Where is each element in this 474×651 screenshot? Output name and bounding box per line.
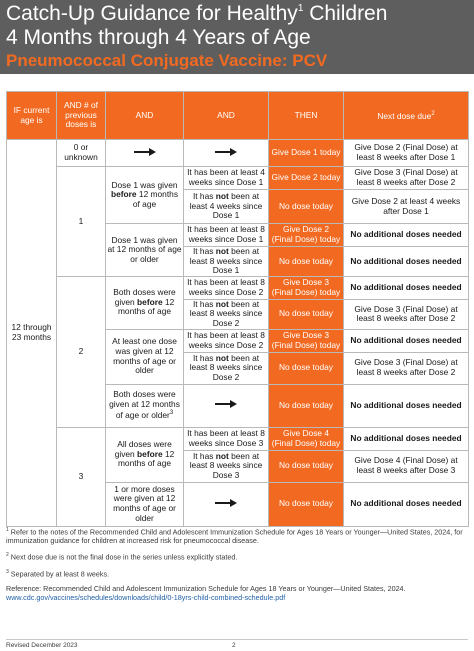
- and1-cell: All doses were given before 12 months of age: [106, 427, 184, 482]
- table-row: [7, 140, 469, 167]
- doses-cell: 0 or unknown: [57, 140, 106, 167]
- reference: Reference: Recommended Child and Adolescent Immunization Schedule for Ages 18 Years or Younger—United States, 2024. www.cdc.gov/vaccines/schedules/downloads/child/0-18yrs-child-combined-schedule.pdf: [6, 584, 406, 603]
- and2-cell: It has not been at least 8 weeks since Dose 2: [184, 299, 269, 329]
- table-row: [7, 167, 469, 190]
- next-cell: Give Dose 3 (Final Dose) at least 8 weeks after Dose 2: [344, 299, 469, 329]
- then-cell: Give Dose 3 (Final Dose) today: [269, 329, 344, 352]
- and2-cell: It has been at least 8 weeks since Dose 2: [184, 276, 269, 299]
- right-arrow-icon: [134, 147, 156, 157]
- col-header-age: IF current age is: [7, 92, 57, 140]
- page-title-line1: Catch-Up Guidance for Healthy$^1$ Children: [6, 2, 388, 25]
- reference-link[interactable]: www.cdc.gov/vaccines/schedules/downloads/child/0-18yrs-child-combined-schedule.pdf: [6, 593, 286, 603]
- and2-cell: [184, 482, 269, 526]
- and2-cell: It has been at least 8 weeks since Dose 3: [184, 427, 269, 450]
- and1-cell: Dose 1 was given before 12 months of age: [106, 167, 184, 224]
- and1-cell: 1 or more doses were given at 12 months of age or older: [106, 482, 184, 526]
- col-header-doses: AND # of previous doses is: [57, 92, 106, 140]
- next-cell: No additional doses needed: [344, 276, 469, 299]
- right-arrow-icon: [215, 147, 237, 157]
- next-cell: No additional doses needed: [344, 482, 469, 526]
- footnote-2: $^2$ Next dose due is not the final dose in the series unless explicitly stated.: [6, 552, 238, 562]
- page-header: [0, 0, 474, 74]
- next-cell: Give Dose 4 (Final Dose) at least 8 weeks after Dose 3: [344, 450, 469, 482]
- then-cell: No dose today: [269, 384, 344, 427]
- col-header-then: THEN: [269, 92, 344, 140]
- then-cell: Give Dose 2 (Final Dose) today: [269, 224, 344, 247]
- table-row: [7, 276, 469, 299]
- next-cell: No additional doses needed: [344, 384, 469, 427]
- next-cell: No additional doses needed: [344, 247, 469, 277]
- and2-cell: It has not been at least 8 weeks since Dose 2: [184, 352, 269, 384]
- then-cell: No dose today: [269, 482, 344, 526]
- then-cell: No dose today: [269, 247, 344, 277]
- next-cell: No additional doses needed: [344, 329, 469, 352]
- and2-cell: It has been at least 8 weeks since Dose 2: [184, 329, 269, 352]
- col-header-and1: AND: [106, 92, 184, 140]
- footnote-3: $^3$ Separated by at least 8 weeks.: [6, 568, 110, 579]
- doses-cell: 3: [57, 427, 106, 526]
- footer-divider: [6, 639, 468, 640]
- then-cell: No dose today: [269, 450, 344, 482]
- doses-cell: 2: [57, 276, 106, 427]
- table-header-row: [7, 92, 469, 140]
- and2-cell: It has not been at least 8 weeks since Dose 3: [184, 450, 269, 482]
- and2-cell: [184, 384, 269, 427]
- and2-cell: It has been at least 8 weeks since Dose 1: [184, 224, 269, 247]
- revised-date: Revised December 2023: [6, 642, 78, 649]
- table-row: [7, 427, 469, 450]
- then-cell: Give Dose 4 (Final Dose) today: [269, 427, 344, 450]
- doses-cell: 1: [57, 167, 106, 277]
- and2-cell: It has not been at least 8 weeks since Dose 1: [184, 247, 269, 277]
- and1-cell: [106, 140, 184, 167]
- next-cell: Give Dose 3 (Final Dose) at least 8 weeks after Dose 2: [344, 167, 469, 190]
- then-cell: No dose today: [269, 190, 344, 224]
- catch-up-table: [6, 91, 469, 527]
- footnotes: [6, 526, 468, 608]
- page-number: 2: [232, 642, 236, 649]
- then-cell: No dose today: [269, 352, 344, 384]
- and1-cell: Dose 1 was given at 12 months of age or older: [106, 224, 184, 277]
- and1-cell: Both doses were given at 12 months of age or older$^3$: [106, 384, 184, 427]
- next-cell: No additional doses needed: [344, 224, 469, 247]
- col-header-next: Next dose due$^2$: [344, 92, 469, 140]
- then-cell: Give Dose 1 today: [269, 140, 344, 167]
- then-cell: No dose today: [269, 299, 344, 329]
- next-cell: No additional doses needed: [344, 427, 469, 450]
- and2-cell: [184, 140, 269, 167]
- footnote-1: $^1$ Refer to the notes of the Recommended Child and Adolescent Immunization Schedule for Ages 18 Years or Younger—United States, 2024, for immunization guidance for children at increased risk for pneumococcal disease.: [6, 527, 463, 546]
- and1-cell: Both doses were given before 12 months of age: [106, 276, 184, 329]
- then-cell: Give Dose 2 today: [269, 167, 344, 190]
- and1-cell: At least one dose was given at 12 months of age or older: [106, 329, 184, 384]
- age-cell: 12 through 23 months: [7, 140, 57, 527]
- page-title-line2: 4 Months through 4 Years of Age: [6, 26, 311, 49]
- next-cell: Give Dose 2 (Final Dose) at least 8 weeks after Dose 1: [344, 140, 469, 167]
- and2-cell: It has been at least 4 weeks since Dose 1: [184, 167, 269, 190]
- and2-cell: It has not been at least 4 weeks since Dose 1: [184, 190, 269, 224]
- col-header-and2: AND: [184, 92, 269, 140]
- then-cell: Give Dose 3 (Final Dose) today: [269, 276, 344, 299]
- next-cell: Give Dose 3 (Final Dose) at least 8 weeks after Dose 2: [344, 352, 469, 384]
- right-arrow-icon: [215, 498, 237, 508]
- vaccine-subtitle: Pneumococcal Conjugate Vaccine: PCV: [6, 51, 328, 70]
- next-cell: Give Dose 2 at least 4 weeks after Dose 1: [344, 190, 469, 224]
- right-arrow-icon: [215, 399, 237, 409]
